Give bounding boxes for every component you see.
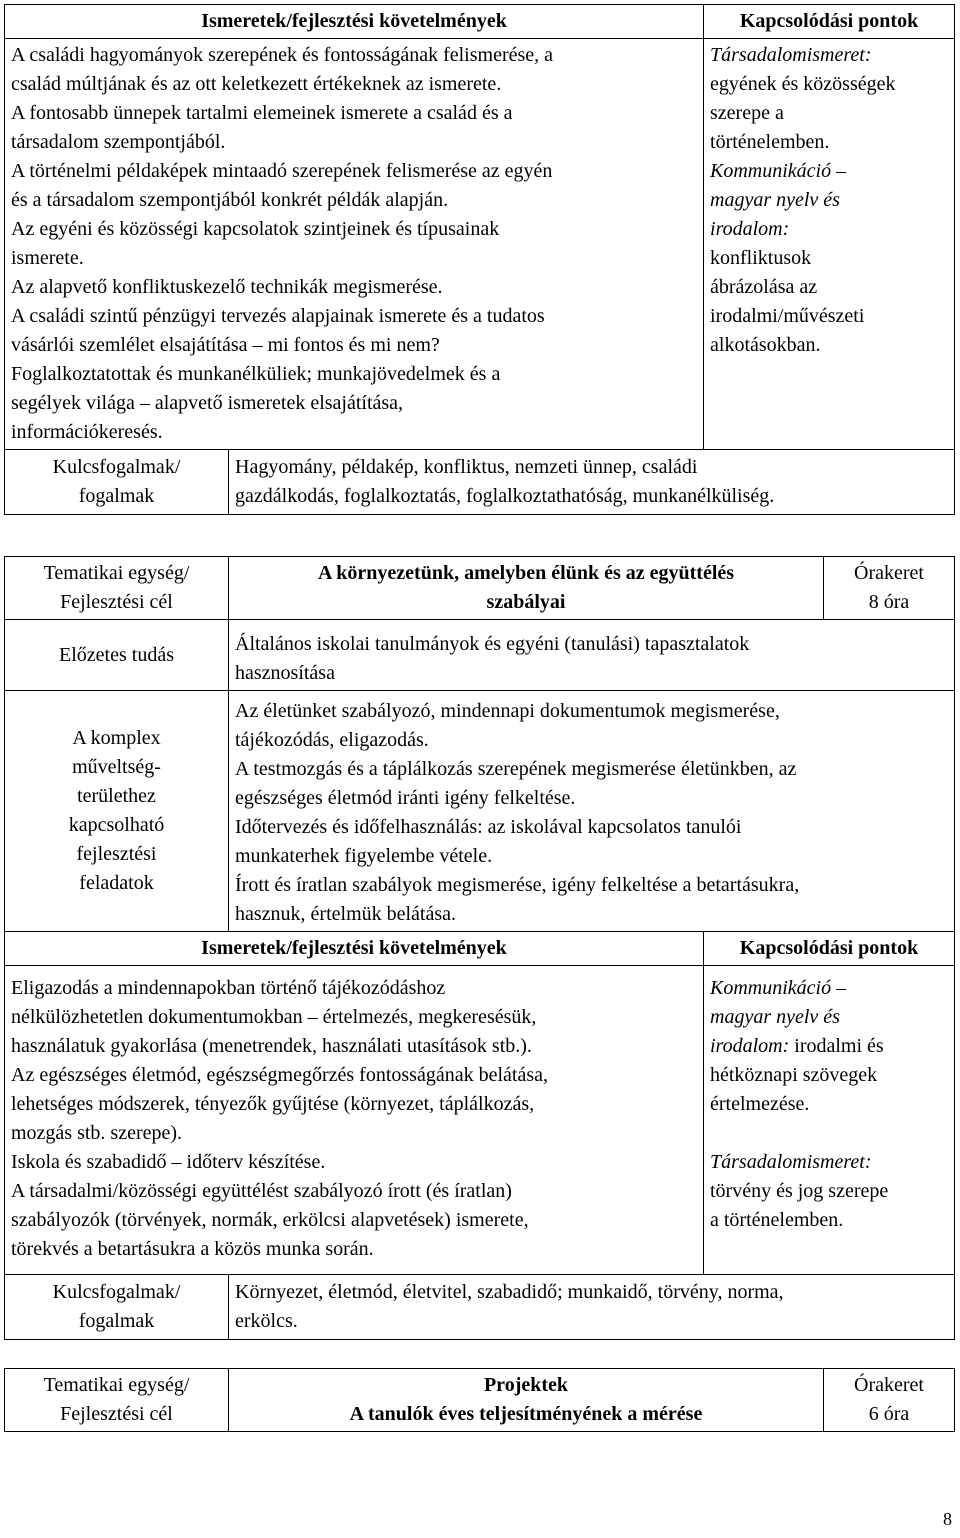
text-line: Az életünket szabályozó, mindennapi dokumentumok megismerése, — [235, 700, 780, 722]
text-line: család múltjának és az ott keletkezett értékeknek az ismerete. — [11, 73, 502, 95]
unit-title — [229, 557, 824, 620]
links-subject: irodalom: — [710, 1035, 790, 1057]
key-label-line: Kulcsfogalmak/ — [52, 456, 181, 478]
text-line: használatuk gyakorlása (menetrendek, használati utasítások stb.). — [11, 1035, 532, 1057]
links-subject: irodalom: — [710, 218, 790, 240]
header-requirements: Ismeretek/fejlesztési követelmények — [5, 932, 704, 966]
prior-knowledge-label: Előzetes tudás — [5, 620, 229, 691]
links-subject: Kommunikáció – — [710, 977, 847, 999]
links-text: konfliktusok — [710, 247, 812, 269]
complex-label-line: A komplex — [72, 727, 161, 749]
prior-knowledge — [229, 620, 955, 691]
key-line: Környezet, életmód, életvitel, szabadidő; munkaidő, törvény, norma, — [235, 1281, 784, 1303]
hours — [824, 557, 955, 620]
key-concepts — [229, 1275, 955, 1340]
text-line: szabályozók (törvények, normák, erkölcsi alapvetések) ismerete, — [11, 1209, 529, 1231]
hours — [824, 1369, 955, 1432]
text-line: ismerete. — [11, 247, 84, 269]
links-subject: magyar nyelv és — [710, 1006, 840, 1028]
links-text: törvény és jog szerepe — [710, 1180, 889, 1202]
text-line: információkeresés. — [11, 421, 163, 443]
links-text: ábrázolása az — [710, 276, 818, 298]
prior-line: hasznosítása — [235, 662, 335, 684]
text-line: Foglalkoztatottak és munkanélküliek; munkajövedelmek és a — [11, 363, 501, 385]
table-3 — [4, 1368, 955, 1432]
complex-label-line: kapcsolható — [68, 814, 165, 836]
unit-label-line: Fejlesztési cél — [60, 1403, 173, 1425]
links-text: hétköznapi szövegek — [710, 1064, 878, 1086]
unit-title-line: szabályai — [486, 591, 566, 613]
text-line: egészséges életmód iránti igény felkeltése. — [235, 787, 576, 809]
unit-label — [5, 557, 229, 620]
unit-title-line: Projektek — [483, 1374, 569, 1396]
complex-label-line: fejlesztési — [76, 843, 157, 865]
text-line: Az alapvető konfliktuskezelő technikák megismerése. — [11, 276, 443, 298]
key-concepts-label — [5, 450, 229, 515]
page-number: 8 — [943, 1509, 952, 1529]
text-line: tájékozódás, eligazodás. — [235, 729, 429, 751]
text-line: Időtervezés és időfelhasználás: az iskolával kapcsolatos tanulói — [235, 816, 742, 838]
text-line: segélyek világa – alapvető ismeretek elsajátítása, — [11, 392, 404, 414]
key-label-line: Kulcsfogalmak/ — [52, 1281, 181, 1303]
text-line: Eligazodás a mindennapokban történő tájékozódáshoz — [11, 977, 446, 999]
complex-label — [5, 691, 229, 932]
complex-label-line: feladatok — [79, 872, 154, 894]
text-line: Iskola és szabadidő – időterv készítése. — [11, 1151, 326, 1173]
unit-label-line: Tematikai egység/ — [43, 562, 190, 584]
complex-label-line: műveltség- — [72, 756, 161, 778]
links-text: történelemben. — [710, 131, 830, 153]
links-subject: magyar nyelv és — [710, 189, 840, 211]
text-line: A testmozgás és a táplálkozás szerepének megismerése életünkben, az — [235, 758, 797, 780]
unit-label-line: Tematikai egység/ — [43, 1374, 190, 1396]
header-requirements: Ismeretek/fejlesztési követelmények — [5, 5, 704, 39]
unit-title — [229, 1369, 824, 1432]
requirements-content — [5, 966, 704, 1275]
text-line: vásárlói szemlélet elsajátítása – mi fontos és mi nem? — [11, 334, 440, 356]
hours-label: Órakeret — [854, 562, 924, 584]
text-line: mozgás stb. szerepe). — [11, 1122, 183, 1144]
text-line: A családi hagyományok szerepének és fontosságának felismerése, a — [11, 44, 554, 66]
header-links: Kapcsolódási pontok — [704, 5, 955, 39]
links-text: a történelemben. — [710, 1209, 844, 1231]
text-line: lehetséges módszerek, tényezők gyűjtése (környezet, táplálkozás, — [11, 1093, 535, 1115]
links-content — [704, 39, 955, 450]
complex-label-line: területhez — [77, 785, 156, 807]
text-line: munkaterhek figyelembe vétele. — [235, 845, 493, 867]
unit-label-line: Fejlesztési cél — [60, 591, 173, 613]
header-links: Kapcsolódási pontok — [704, 932, 955, 966]
text-line: és a társadalom szempontjából konkrét példák alapján. — [11, 189, 449, 211]
links-subject: Társadalomismeret: — [710, 44, 872, 66]
links-text: szerepe a — [710, 102, 784, 124]
prior-line: Általános iskolai tanulmányok és egyéni (tanulási) tapasztalatok — [235, 633, 750, 655]
text-line: törekvés a betartásukra a közös munka során. — [11, 1238, 374, 1260]
table-2 — [4, 556, 955, 1340]
text-line: A fontosabb ünnepek tartalmi elemeinek ismerete a család és a — [11, 102, 513, 124]
key-label-line: fogalmak — [78, 1310, 155, 1332]
key-line: Hagyomány, példakép, konfliktus, nemzeti ünnep, családi — [235, 456, 698, 478]
links-subject: Társadalomismeret: — [710, 1151, 872, 1173]
text-line: A családi szintű pénzügyi tervezés alapjainak ismerete és a tudatos — [11, 305, 545, 327]
links-text: irodalmi/művészeti — [710, 305, 865, 327]
text-line: nélkülözhetetlen dokumentumokban – értelmezés, megkeresésük, — [11, 1006, 537, 1028]
key-line: gazdálkodás, foglalkoztatás, foglalkoztathatóság, munkanélküliség. — [235, 485, 775, 507]
links-text: alkotásokban. — [710, 334, 821, 356]
text-line: társadalom szempontjából. — [11, 131, 226, 153]
text-line: Az egyéni és közösségi kapcsolatok szintjeinek és típusainak — [11, 218, 500, 240]
text-line: hasznuk, értelmük belátása. — [235, 903, 457, 925]
links-text: egyének és közösségek — [710, 73, 896, 95]
text-line: Az egészséges életmód, egészségmegőrzés fontosságának belátása, — [11, 1064, 549, 1086]
key-concepts — [229, 450, 955, 515]
key-label-line: fogalmak — [78, 485, 155, 507]
key-concepts-label — [5, 1275, 229, 1340]
links-content — [704, 966, 955, 1275]
requirements-content — [5, 39, 704, 450]
hours-value: 6 óra — [868, 1403, 910, 1425]
text-line: Írott és íratlan szabályok megismerése, igény felkeltése a betartásukra, — [235, 874, 800, 896]
links-subject: Kommunikáció – — [710, 160, 847, 182]
hours-label: Órakeret — [854, 1374, 924, 1396]
table-1 — [4, 4, 955, 515]
development-tasks — [229, 691, 955, 932]
key-line: erkölcs. — [235, 1310, 298, 1332]
unit-title-line: A tanulók éves teljesítményének a mérése — [349, 1403, 703, 1425]
links-text: értelmezése. — [710, 1093, 810, 1115]
unit-label — [5, 1369, 229, 1432]
text-line: A társadalmi/közösségi együttélést szabályozó írott (és íratlan) — [11, 1180, 512, 1202]
links-text: irodalmi és — [789, 1035, 884, 1057]
text-line: A történelmi példaképek mintaadó szerepének felismerése az egyén — [11, 160, 553, 182]
hours-value: 8 óra — [868, 591, 910, 613]
unit-title-line: A környezetünk, amelyben élünk és az együttélés — [317, 562, 735, 584]
